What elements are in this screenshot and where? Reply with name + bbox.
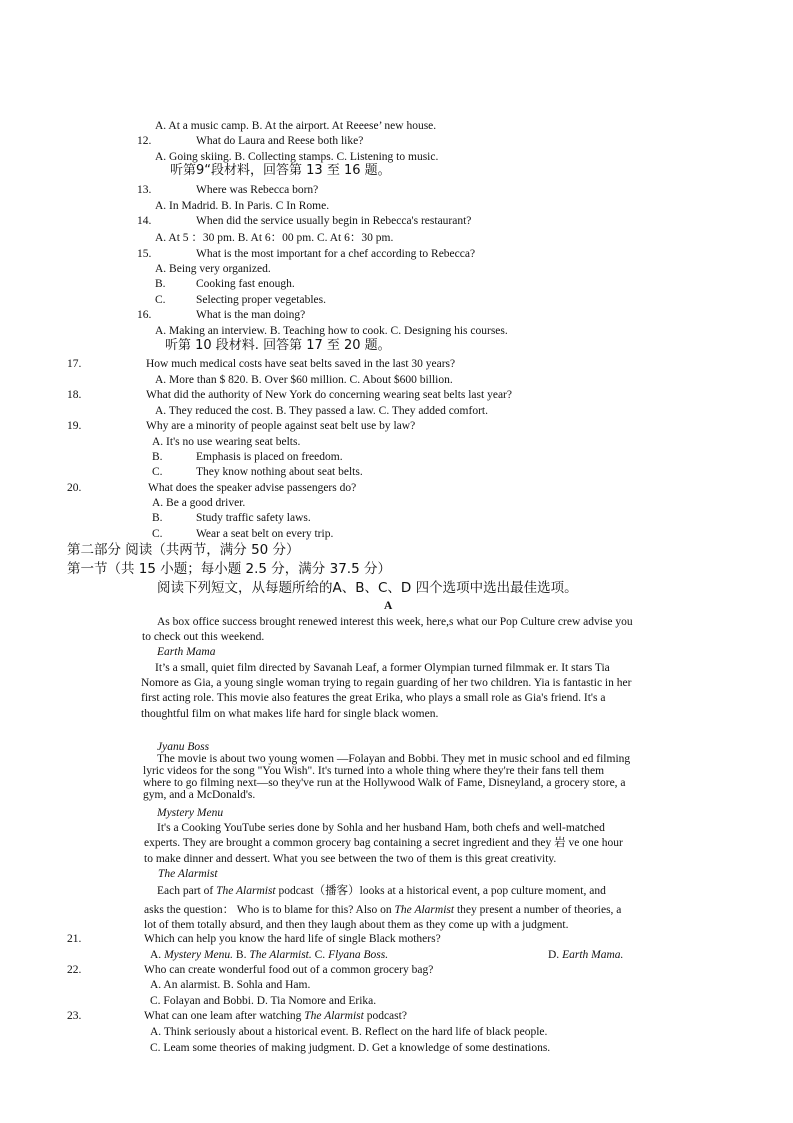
q21-question: Which can help you know the hard life of single Black mothers? [144, 933, 441, 945]
q19-option-a: A. It's no use wearing seat belts. [152, 436, 301, 448]
mystery-menu-line-2: experts. They are brought a common grocery bag containing a secret ingredient and they 岩 ve one hour [144, 837, 623, 849]
q15-option-c: Selecting proper vegetables. [196, 294, 326, 306]
mystery-menu-line-3: to make dinner and dessert. What you see between the two of them is this great creativity. [144, 853, 557, 865]
q23-question: What can one leam after watching The Alarmist podcast? [144, 1010, 407, 1022]
q17-options: A. More than $ 820. B. Over $60 million. C. About $600 billion. [155, 374, 453, 386]
q22-options-cd: C. Folayan and Bobbi. D. Tia Nomore and Erika. [150, 995, 377, 1007]
q18-options: A. They reduced the cost. B. They passed a law. C. They added comfort. [155, 405, 488, 417]
q20-question: What does the speaker advise passengers do? [148, 482, 357, 494]
item-jyanu-boss-title: Jyanu Boss [157, 741, 210, 753]
q14-question: When did the service usually begin in Rebecca's restaurant? [196, 215, 472, 227]
q16-question: What is the man doing? [196, 309, 306, 321]
q19-option-b-letter: B. [152, 451, 163, 463]
section9-intro: 听第9“段材料，回答第 13 至 16 题。 [170, 163, 391, 178]
q20-option-c-letter: C. [152, 528, 163, 540]
q22-question: Who can create wonderful food out of a common grocery bag? [144, 964, 434, 976]
q15-option-c-letter: C. [155, 294, 166, 306]
q15-option-a: A. Being very organized. [155, 263, 271, 275]
jyanu-boss-line-2: lyric videos for the song "You Wish". It's turned into a whole thing where they're their fans tell them [143, 765, 605, 777]
section-one-title: 第一节（共 15 小题；每小题 2.5 分，满分 37.5 分） [67, 561, 391, 577]
q21-option-d: D. Earth Mama. [548, 949, 624, 961]
q13-number: 13. [137, 184, 152, 196]
section10-intro: 听第 10 段材料. 回答第 17 至 20 题。 [165, 338, 391, 353]
earth-mama-line-4: thoughtful film on what makes life hard for single black women. [141, 708, 439, 720]
item-mystery-menu-title: Mystery Menu [157, 807, 224, 819]
earth-mama-line-2: Nomore as Gia, a young single woman trying to regain guarding of her two children. Yia is fantastic in her [141, 677, 632, 689]
q20-option-a: A. Be a good driver. [152, 497, 246, 509]
q12-number: 12. [137, 135, 152, 147]
jyanu-boss-line-4: gym, and a McDonald's. [143, 789, 256, 801]
q17-question: How much medical costs have seat belts saved in the last 30 years? [146, 358, 456, 370]
q20-option-b-letter: B. [152, 512, 163, 524]
passage-label: A [384, 600, 393, 612]
part-two-title: 第二部分 阅读（共两节，满分 50 分） [67, 542, 300, 558]
q22-number: 22. [67, 964, 82, 976]
q17-number: 17. [67, 358, 82, 370]
q19-option-b: Emphasis is placed on freedom. [196, 451, 343, 463]
q22-options-ab: A. An alarmist. B. Sohla and Ham. [150, 979, 311, 991]
intro-line-2: to check out this weekend. [142, 631, 265, 643]
earth-mama-line-3: first acting role. This movie also features the great Erika, who plays a small role as Gia's friend. It's a [141, 692, 606, 704]
item-the-alarmist-title: The Alarmist [158, 868, 218, 880]
q16-number: 16. [137, 309, 152, 321]
q13-options: A. In Madrid. B. In Paris. C In Rome. [155, 200, 330, 212]
q14-number: 14. [137, 215, 152, 227]
q23-number: 23. [67, 1010, 82, 1022]
jyanu-boss-line-3: where to go filming next—so they've run at the Hollywood Walk of Fame, Disneyland, a grocery store, a [143, 777, 626, 789]
q13-question: Where was Rebecca born? [196, 184, 319, 196]
alarmist-line-1: Each part of The Alarmist podcast（播客）looks at a historical event, a pop culture moment, and [157, 885, 606, 897]
q20-option-c: Wear a seat belt on every trip. [196, 528, 334, 540]
q20-option-b: Study traffic safety laws. [196, 512, 311, 524]
q19-number: 19. [67, 420, 82, 432]
q23-options-ab: A. Think seriously about a historical event. B. Reflect on the hard life of black people. [150, 1026, 548, 1038]
q18-number: 18. [67, 389, 82, 401]
alarmist-line-2: asks the question： Who is to blame for this? Also on The Alarmist they present a number of theories, a [144, 904, 622, 916]
q11-options: A. At a music camp. B. At the airport. At Reeese’ new house. [155, 120, 437, 132]
earth-mama-line-1: It’s a small, quiet film directed by Savanah Leaf, a former Olympian turned filmmak er. It stars Tia [155, 662, 610, 674]
reading-instruction: 阅读下列短文，从每题所给的A、B、C、D 四个选项中选出最佳选项。 [157, 580, 578, 596]
intro-line-1: As box office success brought renewed interest this week, here,s what our Pop Culture crew advise you [157, 616, 633, 628]
q15-option-b-letter: B. [155, 278, 166, 290]
q16-options: A. Making an interview. B. Teaching how to cook. C. Designing his courses. [155, 325, 508, 337]
q19-option-c: They know nothing about seat belts. [196, 466, 363, 478]
q21-options-abc: A. Mystery Menu. B. The Alarmist. C. Flyana Boss. [150, 949, 389, 961]
q20-number: 20. [67, 482, 82, 494]
q19-question: Why are a minority of people against seat belt use by law? [146, 420, 416, 432]
q15-option-b: Cooking fast enough. [196, 278, 295, 290]
q15-question: What is the most important for a chef according to Rebecca? [196, 248, 476, 260]
mystery-menu-line-1: It's a Cooking YouTube series done by Sohla and her husband Ham, both chefs and well-matched [157, 822, 605, 834]
q12-options: A. Going skiing. B. Collecting stamps. C. Listening to music. [155, 151, 439, 163]
jyanu-boss-line-1: The movie is about two young women —Folayan and Bobbi. They met in music school and ed filming [157, 753, 631, 765]
q19-option-c-letter: C. [152, 466, 163, 478]
item-earth-mama-title: Earth Mama [157, 646, 216, 658]
q15-number: 15. [137, 248, 152, 260]
q23-options-cd: C. Leam some theories of making judgment. D. Get a knowledge of some destinations. [150, 1042, 551, 1054]
q18-question: What did the authority of New York do concerning wearing seat belts last year? [146, 389, 512, 401]
q21-number: 21. [67, 933, 82, 945]
alarmist-line-3: lot of them totally absurd, and then they laugh about them as they come up with a judgment. [144, 919, 569, 931]
q12-question: What do Laura and Reese both like? [196, 135, 364, 147]
q14-options: A. At 5 ：30 pm. B. At 6：00 pm. C. At 6：30 pm. [155, 232, 394, 244]
